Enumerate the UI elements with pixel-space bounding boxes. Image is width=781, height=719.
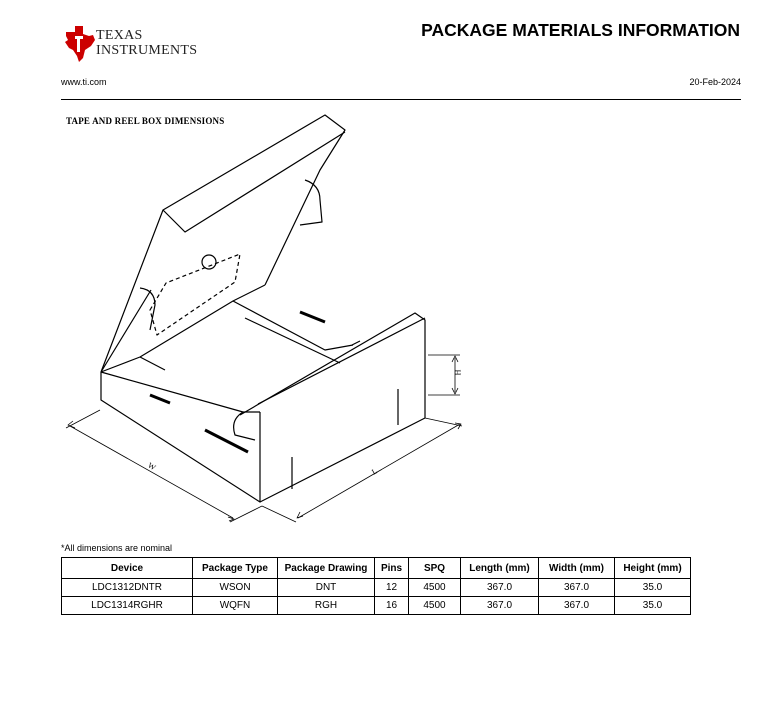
- logo-text-texas: TEXAS: [96, 28, 143, 43]
- column-header: Pins: [375, 558, 409, 579]
- dimension-h-label: H: [453, 369, 463, 376]
- table-cell: DNT: [278, 579, 375, 597]
- table-cell: 12: [375, 579, 409, 597]
- logo-text-instruments: INSTRUMENTS: [96, 43, 198, 58]
- ti-logo: [63, 24, 97, 64]
- table-cell: WQFN: [193, 597, 278, 615]
- table-cell: 4500: [409, 597, 461, 615]
- table-cell: 367.0: [539, 597, 615, 615]
- table-cell: RGH: [278, 597, 375, 615]
- table-cell: 367.0: [461, 597, 539, 615]
- box-dimensions-table: [61, 557, 691, 615]
- table-cell: 4500: [409, 579, 461, 597]
- section-title: TAPE AND REEL BOX DIMENSIONS: [66, 116, 225, 126]
- page-title: PACKAGE MATERIALS INFORMATION: [421, 20, 740, 40]
- table-cell: WSON: [193, 579, 278, 597]
- table-cell: 367.0: [539, 579, 615, 597]
- table-cell: LDC1312DNTR: [62, 579, 193, 597]
- website-link[interactable]: www.ti.com: [61, 77, 107, 87]
- table-cell: 35.0: [615, 579, 691, 597]
- table-row: [62, 579, 691, 597]
- dimensions-note: *All dimensions are nominal: [61, 543, 173, 553]
- column-header: Package Drawing: [278, 558, 375, 579]
- column-header: SPQ: [409, 558, 461, 579]
- column-header: Width (mm): [539, 558, 615, 579]
- table-header-row: [62, 558, 691, 579]
- table-row: [62, 597, 691, 615]
- document-date: 20-Feb-2024: [689, 77, 741, 87]
- table-cell: 16: [375, 597, 409, 615]
- table-cell: 35.0: [615, 597, 691, 615]
- dimension-l-label: L: [370, 466, 379, 477]
- header-divider: [61, 99, 741, 100]
- column-header: Length (mm): [461, 558, 539, 579]
- column-header: Height (mm): [615, 558, 691, 579]
- column-header: Device: [62, 558, 193, 579]
- column-header: Package Type: [193, 558, 278, 579]
- table-cell: 367.0: [461, 579, 539, 597]
- table-cell: LDC1314RGHR: [62, 597, 193, 615]
- reel-box-drawing: [55, 112, 475, 532]
- dimension-w-label: W: [146, 460, 158, 473]
